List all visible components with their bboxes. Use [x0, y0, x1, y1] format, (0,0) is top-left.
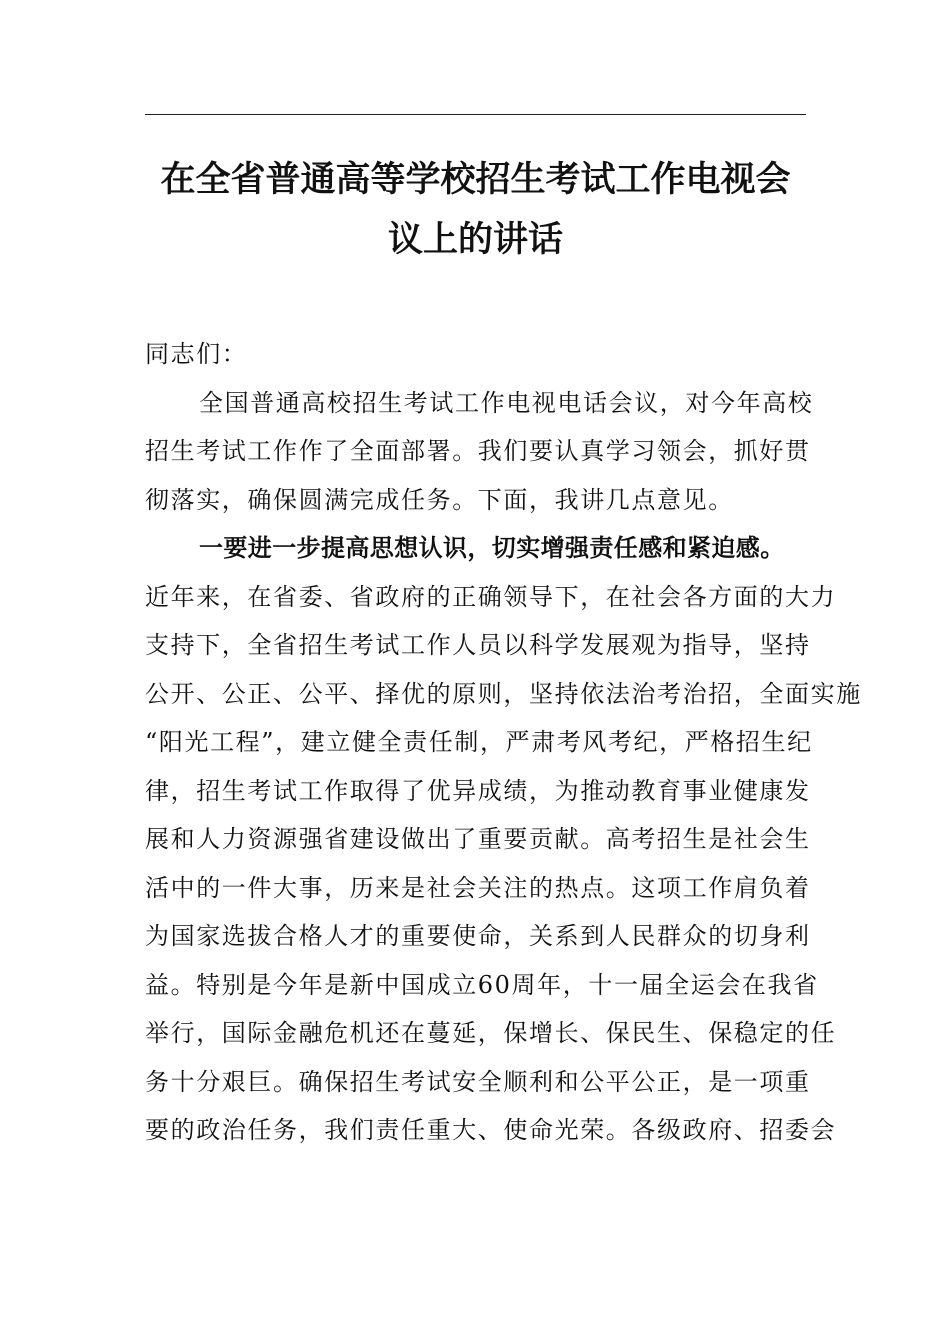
- document-body: [145, 330, 862, 1155]
- title-line-1: 在全省普通高等学校招生考试工作电视会: [160, 159, 791, 200]
- paragraph-2-line-10: 举行，国际金融危机还在蔓延，保增长、保民生、保稳定的任: [145, 1019, 837, 1047]
- paragraph-2-line-12: 要的政治任务，我们责任重大、使命光荣。各级政府、招委会: [145, 1116, 837, 1144]
- paragraph-2-line-7: 活中的一件大事，历来是社会关注的热点。这项工作肩负着: [145, 873, 811, 902]
- paragraph-2-line-5: 律，招生考试工作取得了优异成绩，为推动教育事业健康发: [145, 776, 811, 805]
- paragraph-2-line-2: 支持下，全省招生考试工作人员以科学发展观为指导，坚持: [145, 631, 811, 659]
- paragraph-2-line-4: “阳光工程”，建立健全责任制，严肃考风考纪，严格招生纪: [145, 728, 813, 756]
- title-line-2: 议上的讲话: [387, 219, 563, 260]
- section-1-heading: 一要进一步提高思想认识，切实增强责任感和紧迫感。: [199, 534, 785, 562]
- salutation: 同志们：: [145, 340, 248, 368]
- header-rule: [145, 114, 806, 115]
- paragraph-2-line-8: 为国家选拔合格人才的重要使命，关系到人民群众的切身利: [145, 922, 811, 950]
- paragraph-2-line-3: 公开、公正、公平、择优的原则，坚持依法治考治招，全面实施: [145, 679, 862, 708]
- paragraph-1-line-2: 招生考试工作作了全面部署。我们要认真学习领会，抓好贯: [145, 437, 811, 465]
- paragraph-1-line-1: 全国普通高校招生考试工作电视电话会议，对今年高校: [199, 388, 814, 417]
- document-title: [145, 150, 806, 270]
- paragraph-2-line-11: 务十分艰巨。确保招生考试安全顺利和公平公正，是一项重: [145, 1067, 811, 1096]
- paragraph-2-line-9: 益。特别是今年是新中国成立60周年，十一届全运会在我省: [145, 970, 819, 999]
- paragraph-2-line-1: 近年来，在省委、省政府的正确领导下，在社会各方面的大力: [145, 582, 837, 611]
- paragraph-1-line-3: 彻落实，确保圆满完成任务。下面，我讲几点意见。: [145, 485, 734, 514]
- paragraph-2-line-6: 展和人力资源强省建设做出了重要贡献。高考招生是社会生: [145, 825, 811, 853]
